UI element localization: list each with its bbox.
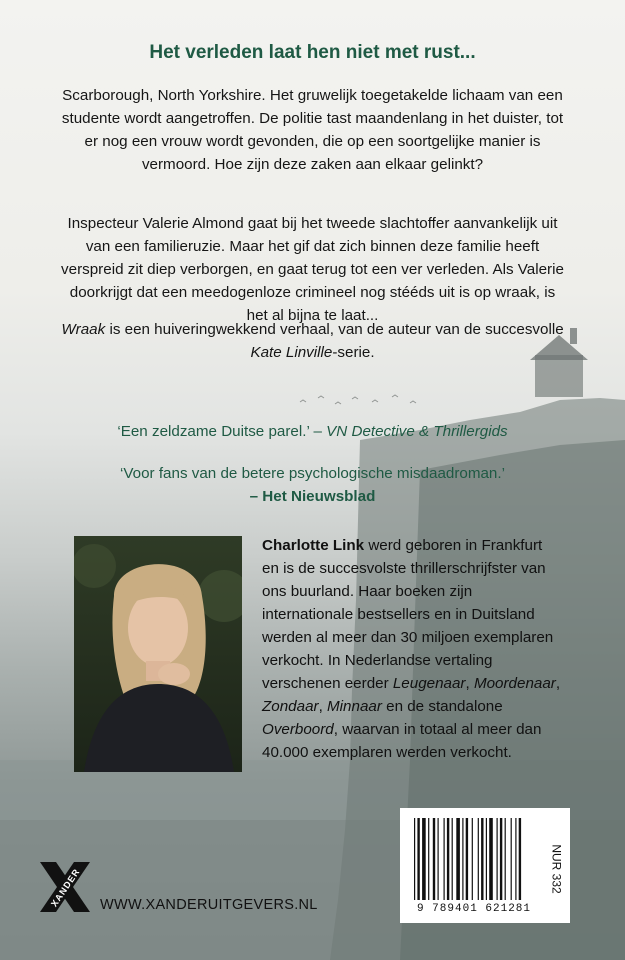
blurb-paragraph-1: Scarborough, North Yorkshire. Het gruwelijk toegetakelde lichaam van een studente wordt aangetroffen. De politie tast maandenlang in het duister, tot er nog een vrouw wordt gevonden, die op een soortgelijke manier is vermoord. Hoe zijn deze zaken aan elkaar gelinkt?: [61, 87, 564, 173]
bio-text: werd geboren in Frankfurt en is de succesvolste thrillerschrijfster van ons buurland. Haar boeken zijn internationale bestsellers en in Duitsland werden al meer dan 30 miljoen exemplaren verkocht. In Nederlandse vertaling verschenen eerder: [262, 537, 554, 692]
author-bio: [262, 534, 562, 764]
book-moordenaar: Moordenaar: [473, 675, 556, 692]
book-minnaar: Minnaar: [327, 698, 382, 715]
review-quote-1: [40, 420, 585, 443]
bio-text: , waarvan in totaal al meer dan 40.000 exemplaren werden verkocht.: [262, 721, 542, 761]
author-name: Charlotte Link: [262, 537, 365, 554]
quote-text: ‘Voor fans van de betere psychologische misdaadroman.’: [120, 465, 505, 482]
blurb-paragraph-3: [60, 318, 565, 364]
blurb-text: is een huiveringwekkend verhaal, van de auteur van de succesvolle: [105, 321, 564, 338]
barcode-panel: [400, 808, 570, 923]
xander-logo: [34, 852, 96, 922]
book-title: Wraak: [61, 321, 106, 338]
series-name: Kate Linville: [250, 344, 333, 361]
separator: ,: [318, 698, 328, 715]
book-overboord: Overboord: [262, 721, 334, 738]
separator: ,: [555, 675, 561, 692]
quote-source: VN Detective & Thrillergids: [326, 423, 508, 440]
bio-text: en de standalone: [381, 698, 503, 715]
publisher-url[interactable]: WWW.XANDERUITGEVERS.NL: [100, 897, 318, 913]
separator: ,: [465, 675, 474, 692]
book-zondaar: Zondaar: [262, 698, 319, 715]
blurb-paragraph-2: Inspecteur Valerie Almond gaat bij het tweede slachtoffer aanvankelijk uit van een familieruzie. Maar het gif dat zich binnen deze familie heeft verspreid zit diep verborgen, en gaat terug tot een ver verleden. Als Valerie doorkrijgt dat een meedogenloze crimineel nog stééds uit is op wraak, is het al bijna te laat...: [61, 215, 564, 324]
review-quote-2: [40, 462, 585, 508]
barcode-icon: [412, 818, 536, 900]
tagline: Het verleden laat hen niet met rust...: [149, 42, 476, 63]
quote-text: ‘Een zeldzame Duitse parel.’ –: [117, 423, 327, 440]
nur-code: NUR 332: [549, 844, 564, 894]
book-leugenaar: Leugenaar: [392, 675, 466, 692]
quote-source: – Het Nieuwsblad: [249, 488, 376, 505]
isbn-number: 9 789401 621281: [416, 903, 532, 915]
logo-text: XANDER: [48, 866, 82, 909]
blurb-text-end: -serie.: [332, 344, 375, 361]
author-photo: [74, 536, 242, 772]
